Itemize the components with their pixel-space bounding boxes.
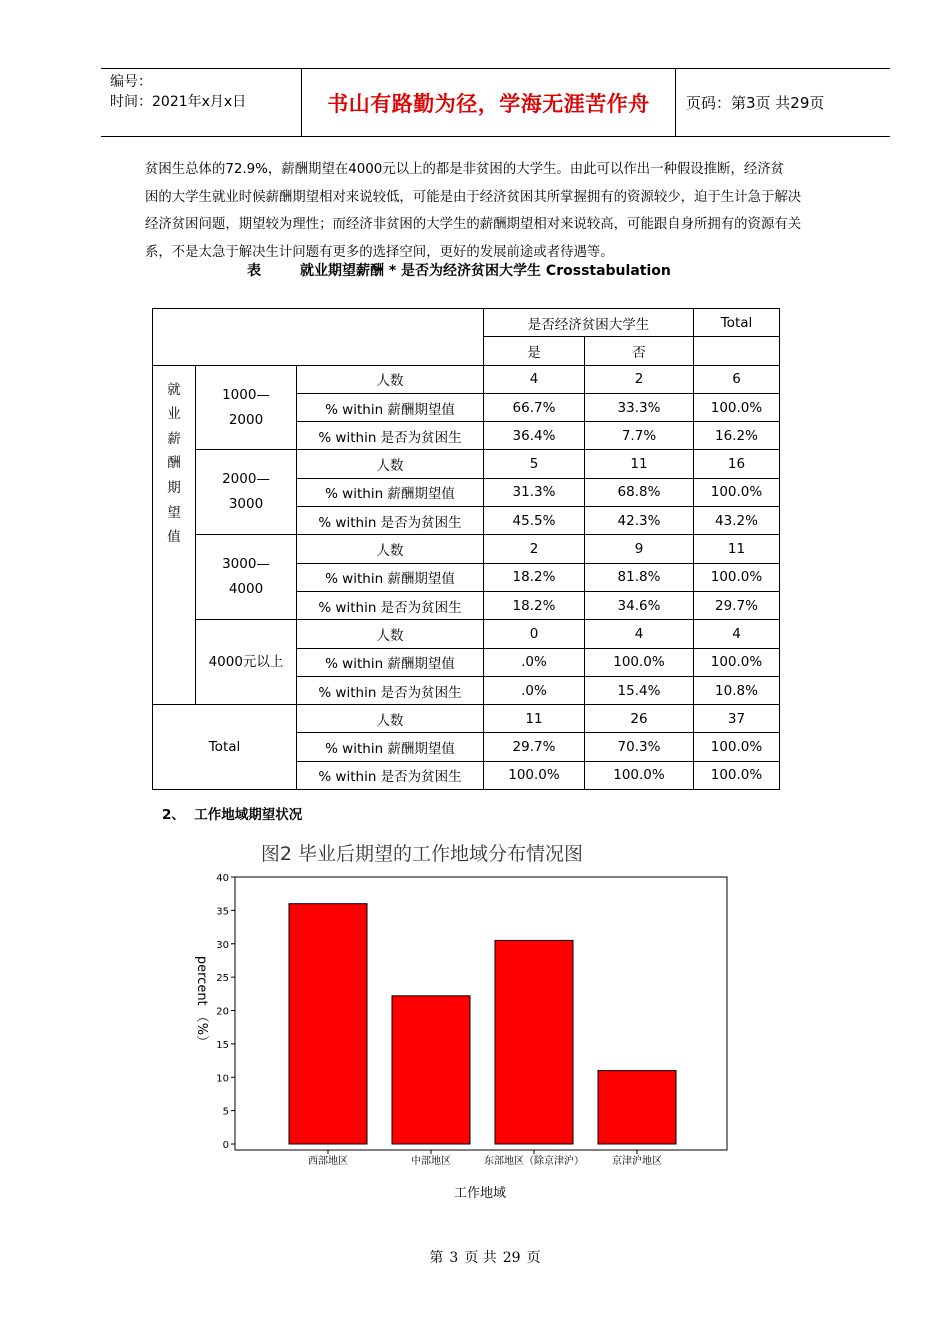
cell-total: 16.2% — [694, 422, 780, 450]
y-tick-label: 40 — [216, 873, 229, 884]
bar — [495, 940, 573, 1144]
y-tick-label: 20 — [216, 1006, 229, 1018]
bar — [392, 996, 470, 1144]
stat-label: % within 是否为贫困生 — [297, 591, 484, 619]
cell-total: 100.0% — [694, 648, 780, 676]
cell-no: 68.8% — [585, 478, 694, 506]
time-label: 时间：2021年x月x日 — [110, 94, 247, 110]
paragraph-line: 系，不是太急于解决生计问题有更多的选择空间，更好的发展前途或者待遇等。 — [145, 244, 614, 260]
bar — [289, 904, 367, 1144]
cell-yes: 18.2% — [484, 591, 585, 619]
col-yes-header: 是 — [484, 337, 585, 365]
paragraph-line: 贫困生总体的72.9%，薪酬期望在4000元以上的都是非贫困的大学生。由此可以作出一种假设推断，经济贫 — [145, 162, 785, 177]
footer-mid: 页 共 — [464, 1250, 497, 1266]
stat-label: % within 是否为贫困生 — [297, 422, 484, 450]
row-var-char: 望 — [167, 504, 181, 521]
total-subheader-empty — [694, 337, 780, 365]
header-motto: 书山有路勤为径，学海无涯苦作舟 — [302, 69, 676, 136]
page-footer — [0, 1247, 950, 1267]
footer-page: 3 — [449, 1250, 459, 1266]
cell-no: 26 — [585, 705, 694, 733]
cell-total: 43.2% — [694, 507, 780, 535]
row-var-char: 就 — [167, 381, 181, 398]
cell-no: 7.7% — [585, 422, 694, 450]
cell-no: 100.0% — [585, 648, 694, 676]
cell-yes: 36.4% — [484, 422, 585, 450]
x-axis — [308, 1150, 662, 1167]
col-group-header: 是否经济贫困大学生 — [484, 309, 694, 337]
y-tick-label: 0 — [222, 1140, 229, 1151]
page-header — [101, 68, 890, 137]
cell-total: 100.0% — [694, 761, 780, 789]
cell-yes: 4 — [484, 365, 585, 393]
row-variable-label — [153, 365, 196, 705]
cell-no: 33.3% — [585, 393, 694, 421]
header-page-info: 页码：第3页 共29页 — [686, 94, 825, 112]
cell-total: 29.7% — [694, 591, 780, 619]
y-axis — [216, 873, 235, 1151]
stat-label: % within 是否为贫困生 — [297, 761, 484, 789]
y-tick-label: 15 — [216, 1039, 229, 1051]
table-corner — [153, 309, 484, 366]
cell-total: 11 — [694, 535, 780, 563]
cell-total: 37 — [694, 705, 780, 733]
group-label: 4000元以上 — [196, 620, 297, 705]
x-tick-label: 京津沪地区 — [612, 1156, 662, 1167]
paragraph-line: 困的大学生就业时候薪酬期望相对来说较低，可能是由于经济贫困其所掌握拥有的资源较少，迫于生计急于解决 — [145, 189, 802, 205]
stat-label: % within 薪酬期望值 — [297, 393, 484, 421]
cell-no: 9 — [585, 535, 694, 563]
x-tick-label: 西部地区 — [308, 1156, 348, 1167]
stat-label: 人数 — [297, 705, 484, 733]
col-no-header: 否 — [585, 337, 694, 365]
cell-yes: 11 — [484, 705, 585, 733]
cell-no: 2 — [585, 365, 694, 393]
header-meta — [101, 69, 302, 136]
chart-svg — [185, 836, 745, 1216]
body-paragraph — [145, 156, 855, 266]
bar-chart — [185, 836, 745, 1220]
bar — [598, 1071, 676, 1144]
stat-label: 人数 — [297, 620, 484, 648]
cell-total: 100.0% — [694, 478, 780, 506]
cell-yes: 0 — [484, 620, 585, 648]
stat-label: % within 是否为贫困生 — [297, 676, 484, 704]
group-label: 2000— 3000 — [196, 450, 297, 535]
stat-label: % within 薪酬期望值 — [297, 563, 484, 591]
row-var-char: 值 — [167, 529, 181, 546]
cell-no: 15.4% — [585, 676, 694, 704]
cell-yes: 29.7% — [484, 733, 585, 761]
stat-label: 人数 — [297, 365, 484, 393]
group-label: 1000— 2000 — [196, 365, 297, 450]
cell-no: 100.0% — [585, 761, 694, 789]
cell-no: 81.8% — [585, 563, 694, 591]
row-var-char: 薪 — [167, 430, 181, 447]
total-group-label: Total — [153, 705, 297, 790]
cell-yes: 66.7% — [484, 393, 585, 421]
table-caption: 表 就业期望薪酬 * 是否为经济贫困大学生 Crosstabulation — [247, 263, 671, 279]
code-label: 编号： — [110, 74, 152, 90]
x-axis-label: 工作地域 — [453, 1186, 507, 1201]
y-tick-label: 30 — [216, 939, 229, 951]
cell-total: 4 — [694, 620, 780, 648]
stat-label: % within 薪酬期望值 — [297, 478, 484, 506]
row-var-char: 业 — [167, 406, 181, 423]
cell-total: 6 — [694, 365, 780, 393]
cell-no: 4 — [585, 620, 694, 648]
footer-suffix: 页 — [526, 1250, 541, 1266]
row-var-char: 酬 — [167, 455, 181, 472]
group-label: 3000— 4000 — [196, 535, 297, 620]
y-axis-label: percent （%） — [194, 955, 209, 1049]
cell-yes: 31.3% — [484, 478, 585, 506]
bars-group — [289, 904, 676, 1144]
cell-total: 16 — [694, 450, 780, 478]
footer-total: 29 — [502, 1250, 521, 1266]
cell-yes: .0% — [484, 676, 585, 704]
cell-yes: 45.5% — [484, 507, 585, 535]
y-tick-label: 25 — [216, 973, 229, 985]
cell-no: 70.3% — [585, 733, 694, 761]
x-tick-label: 中部地区 — [411, 1156, 451, 1167]
stat-label: % within 是否为贫困生 — [297, 507, 484, 535]
cell-no: 11 — [585, 450, 694, 478]
stat-label: 人数 — [297, 450, 484, 478]
cell-total: 100.0% — [694, 563, 780, 591]
footer-prefix: 第 — [429, 1250, 444, 1266]
y-tick-label: 35 — [216, 906, 229, 918]
cell-no: 42.3% — [585, 507, 694, 535]
total-header: Total — [694, 309, 780, 337]
chart-title: 图2 毕业后期望的工作地域分布情况图 — [260, 843, 584, 865]
y-tick-label: 5 — [222, 1106, 229, 1118]
cell-yes: 100.0% — [484, 761, 585, 789]
y-tick-label: 10 — [216, 1073, 229, 1085]
cell-no: 34.6% — [585, 591, 694, 619]
cell-yes: .0% — [484, 648, 585, 676]
cell-yes: 5 — [484, 450, 585, 478]
cell-total: 10.8% — [694, 676, 780, 704]
cell-total: 100.0% — [694, 733, 780, 761]
crosstab-table — [152, 308, 780, 790]
cell-yes: 2 — [484, 535, 585, 563]
row-var-char: 期 — [167, 479, 181, 496]
stat-label: % within 薪酬期望值 — [297, 733, 484, 761]
cell-total: 100.0% — [694, 393, 780, 421]
paragraph-line: 经济贫困问题，期望较为理性；而经济非贫困的大学生的薪酬期望相对来说较高，可能跟自身所拥有的资源有关 — [145, 217, 802, 232]
cell-yes: 18.2% — [484, 563, 585, 591]
stat-label: 人数 — [297, 535, 484, 563]
x-tick-label: 东部地区（除京津沪） — [484, 1156, 584, 1167]
stat-label: % within 薪酬期望值 — [297, 648, 484, 676]
section-heading: 2、 工作地域期望状况 — [162, 807, 303, 823]
